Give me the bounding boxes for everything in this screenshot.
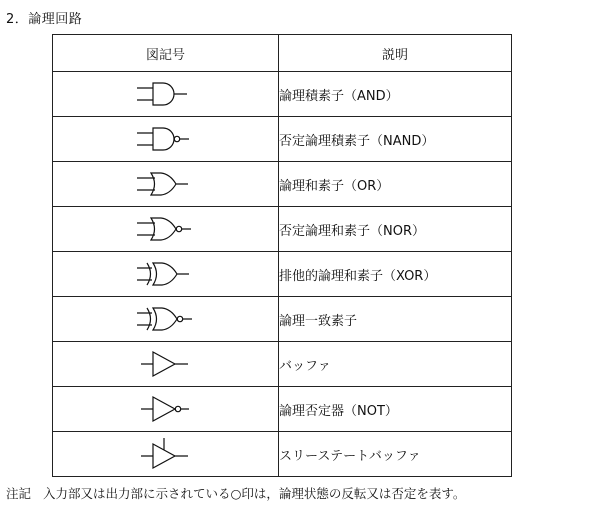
note-text: 入力部又は出力部に示されている○印は，論理状態の反転又は否定を表す。 <box>43 486 466 501</box>
nand-gate-icon <box>131 122 201 156</box>
or-gate-icon <box>131 167 201 201</box>
nor-gate-icon <box>131 212 201 246</box>
header-description: 説明 <box>279 35 512 72</box>
gate-description: 論理一致素子 <box>279 297 512 342</box>
gate-description: 論理否定器（NOT） <box>279 387 512 432</box>
gate-description: 排他的論理和素子（XOR） <box>279 252 512 297</box>
table-row <box>53 162 512 207</box>
gate-description: 論理積素子（AND） <box>279 72 512 117</box>
table-row <box>53 207 512 252</box>
header-symbol: 図記号 <box>53 35 279 72</box>
xnor-gate-icon <box>131 302 201 336</box>
footnote <box>6 484 465 502</box>
table-row <box>53 297 512 342</box>
xor-gate-icon <box>131 257 201 291</box>
tri-state-buffer-icon <box>131 436 201 472</box>
logic-symbol-table <box>52 34 512 477</box>
section-title: 2．論理回路 <box>6 12 83 27</box>
table-header-row <box>53 35 512 72</box>
buffer-icon <box>131 347 201 381</box>
not-gate-icon <box>131 392 201 426</box>
and-gate-icon <box>131 77 201 111</box>
table-row <box>53 252 512 297</box>
table-row <box>53 72 512 117</box>
gate-description: スリーステートバッファ <box>279 432 512 477</box>
gate-description: 論理和素子（OR） <box>279 162 512 207</box>
table-row <box>53 117 512 162</box>
note-label: 注記 <box>6 486 32 501</box>
table-row <box>53 342 512 387</box>
gate-description: バッファ <box>279 342 512 387</box>
table-row <box>53 432 512 477</box>
gate-description: 否定論理和素子（NOR） <box>279 207 512 252</box>
gate-description: 否定論理積素子（NAND） <box>279 117 512 162</box>
table-row <box>53 387 512 432</box>
